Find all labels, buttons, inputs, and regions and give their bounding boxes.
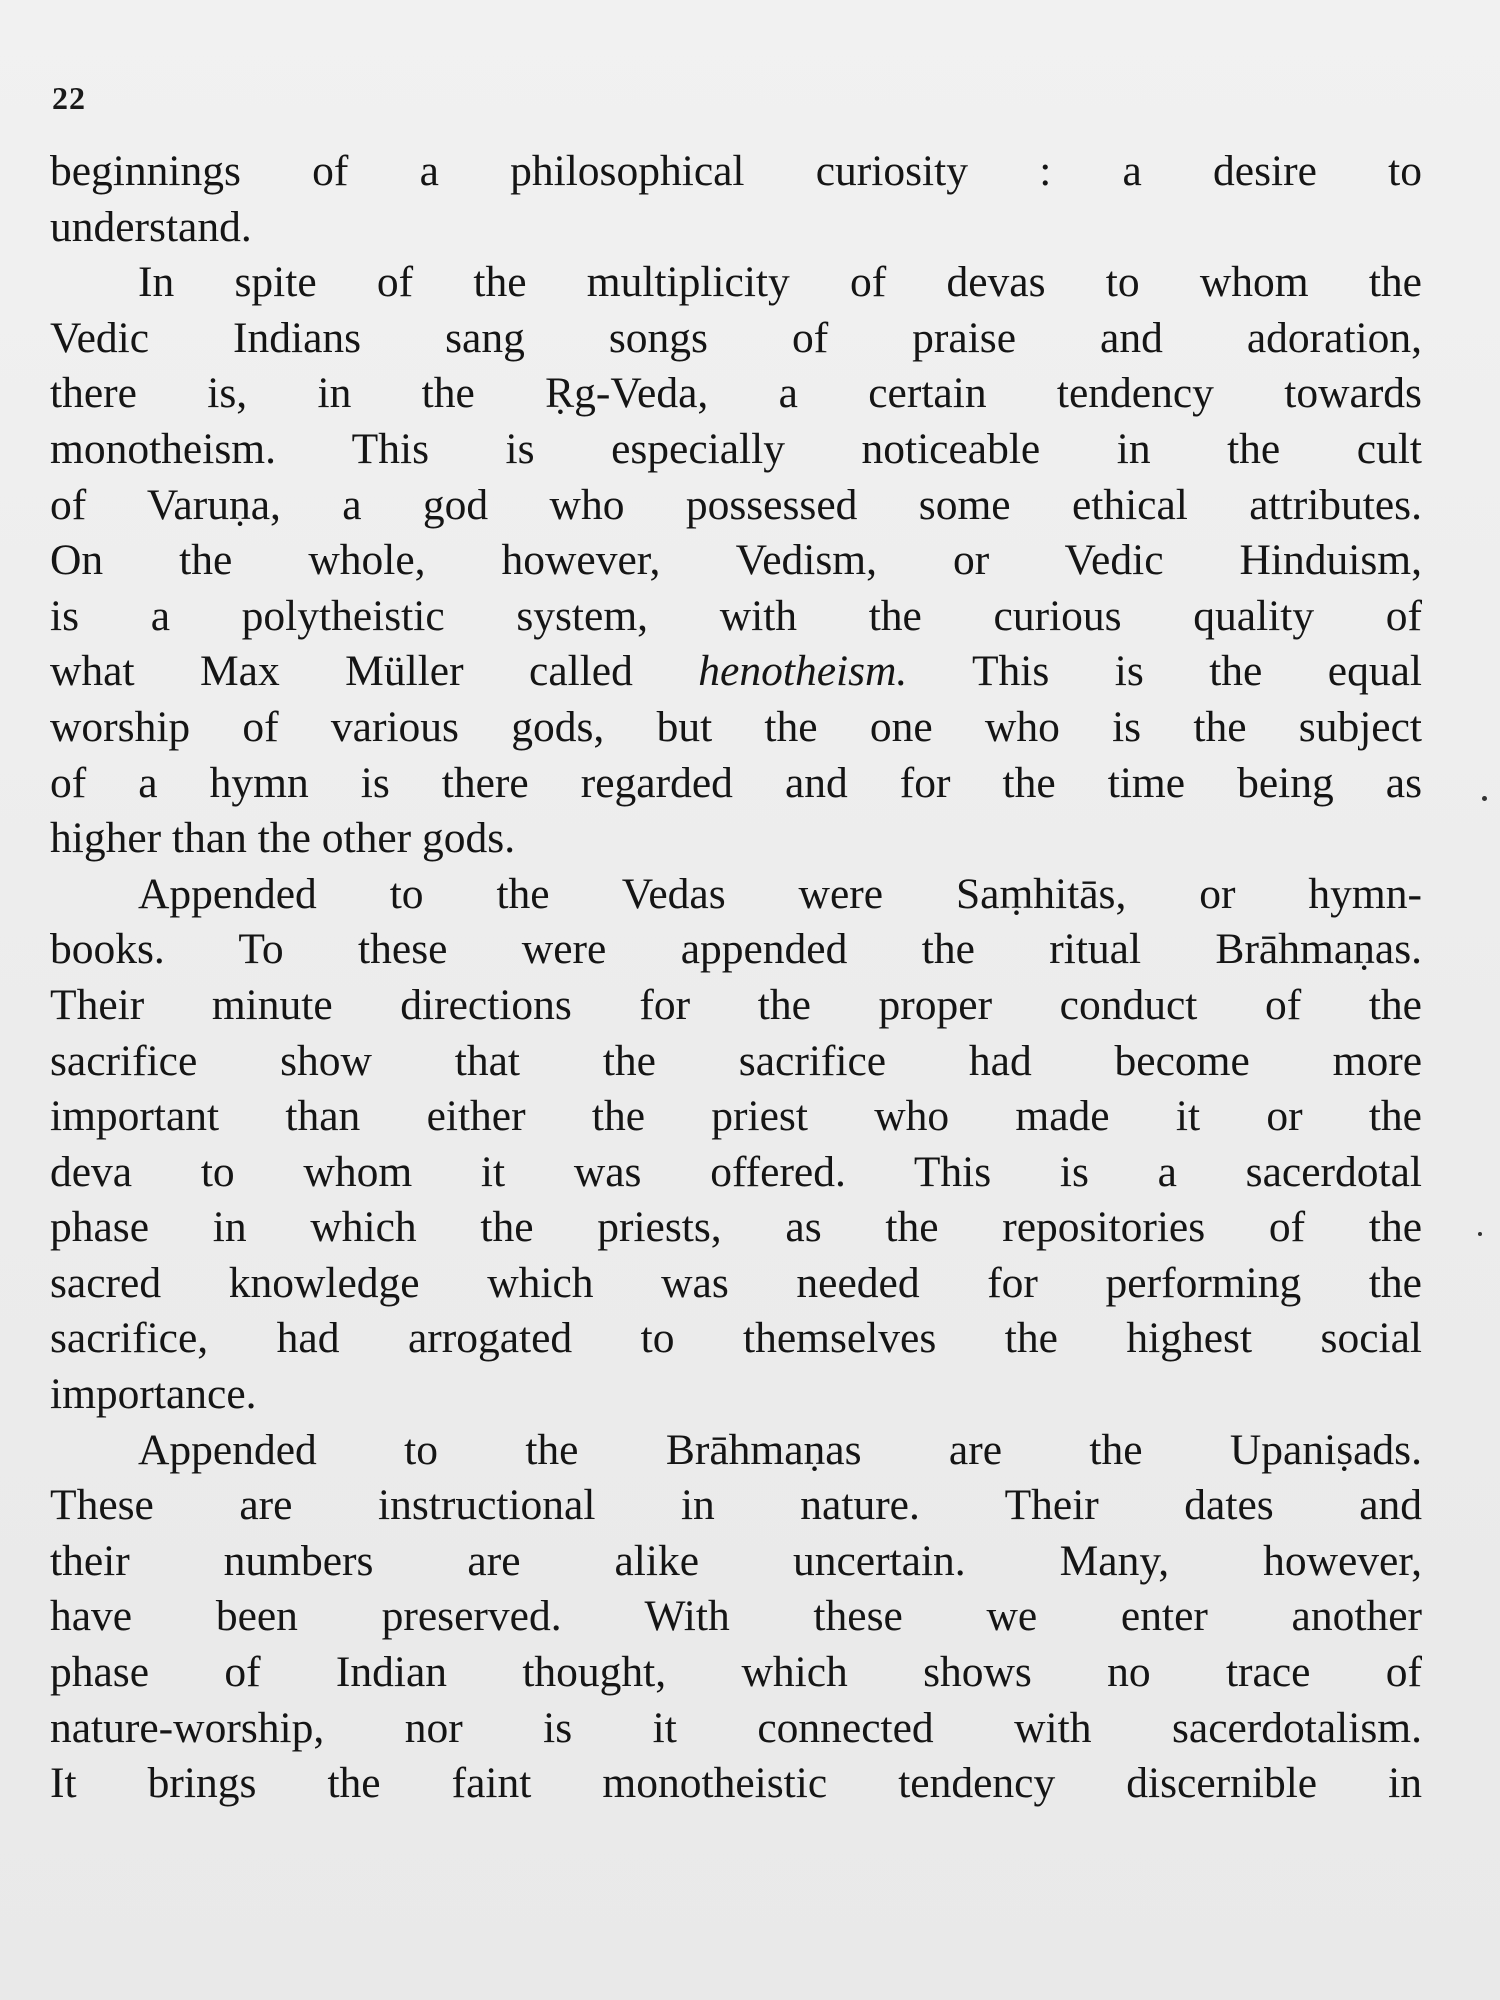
text-line-content: phase of Indian thought, which shows no trace of (50, 1648, 1422, 1697)
text-line (50, 255, 1422, 311)
text-line (50, 1701, 1422, 1757)
text-line-content: higher than the other gods. (50, 814, 516, 863)
text-line (50, 1534, 1422, 1590)
text-line-content: beginnings of a philosophical curiosity : a desire to (50, 147, 1422, 195)
text-line (50, 533, 1422, 589)
text-line-continuation: This is the equal (907, 647, 1422, 696)
text-line (50, 811, 1422, 867)
text-line (50, 589, 1422, 645)
italic-term: henotheism. (698, 647, 908, 696)
text-line (50, 478, 1422, 534)
text-line-content: their numbers are alike uncertain. Many, however, (50, 1536, 1422, 1585)
text-line (50, 366, 1422, 422)
text-line (50, 1256, 1422, 1312)
text-line (50, 1145, 1422, 1201)
text-line (50, 1478, 1422, 1534)
text-line (50, 1423, 1422, 1479)
ink-speck (1478, 1232, 1482, 1236)
body-text (50, 144, 1422, 1812)
text-line-content: of Varuṇa, a god who possessed some ethical attributes. (50, 480, 1422, 529)
text-line-content: understand. (50, 202, 252, 251)
text-line (50, 1089, 1422, 1145)
text-line (50, 1034, 1422, 1090)
text-line-content: books. To these were appended the ritual Brāhmaṇas. (50, 925, 1422, 974)
text-line (50, 1756, 1422, 1812)
text-line-content: phase in which the priests, as the repositories of the (50, 1203, 1422, 1252)
text-line-content: worship of various gods, but the one who is the subject (50, 702, 1422, 751)
text-line-content: have been preserved. With these we enter another (50, 1592, 1422, 1641)
text-line-content: It brings the faint monotheistic tendency discernible in (50, 1759, 1422, 1808)
text-line (50, 311, 1422, 367)
text-line-content: is a polytheistic system, with the curious quality of (50, 591, 1422, 640)
text-line-content: Appended to the Vedas were Saṃhitās, or hymn- (138, 869, 1422, 918)
text-line (50, 1200, 1422, 1256)
text-line-content: In spite of the multiplicity of devas to whom the (138, 258, 1422, 307)
text-line-content: sacred knowledge which was needed for performing the (50, 1258, 1422, 1307)
text-line-content: Appended to the Brāhmaṇas are the Upaniṣads. (138, 1425, 1422, 1474)
text-line (50, 756, 1422, 812)
text-line-content: there is, in the Ṛg-Veda, a certain tendency towards (50, 369, 1422, 418)
text-line-content: Vedic Indians sang songs of praise and adoration, (50, 313, 1422, 362)
text-line (50, 1645, 1422, 1701)
text-line (50, 978, 1422, 1034)
text-line-content: what Max Müller called (50, 647, 699, 696)
text-line-content: deva to whom it was offered. This is a sacerdotal (50, 1147, 1422, 1196)
text-line-content: On the whole, however, Vedism, or Vedic Hinduism, (50, 536, 1422, 585)
ink-speck (1482, 796, 1487, 801)
text-line-content: These are instructional in nature. Their dates and (50, 1481, 1422, 1530)
text-line-content: important than either the priest who made it or the (50, 1092, 1422, 1141)
text-line-content: nature-worship, nor is it connected with sacerdotalism. (50, 1703, 1422, 1752)
text-line (50, 144, 1422, 200)
text-line-content: importance. (50, 1370, 257, 1419)
text-line (50, 867, 1422, 923)
text-line (50, 922, 1422, 978)
text-line (50, 1311, 1422, 1367)
text-line (50, 200, 1422, 256)
text-line (50, 1589, 1422, 1645)
text-line-content: Their minute directions for the proper conduct of the (50, 980, 1422, 1029)
text-line (50, 1367, 1422, 1423)
text-line (50, 700, 1422, 756)
text-line-content: of a hymn is there regarded and for the time being as (50, 758, 1422, 807)
text-line-content: sacrifice, had arrogated to themselves the highest social (50, 1314, 1422, 1363)
text-line (50, 644, 1422, 700)
text-line-content: sacrifice show that the sacrifice had become more (50, 1036, 1422, 1085)
text-line (50, 422, 1422, 478)
page-number: 22 (52, 80, 86, 116)
text-line-content: monotheism. This is especially noticeable in the cult (50, 424, 1422, 473)
